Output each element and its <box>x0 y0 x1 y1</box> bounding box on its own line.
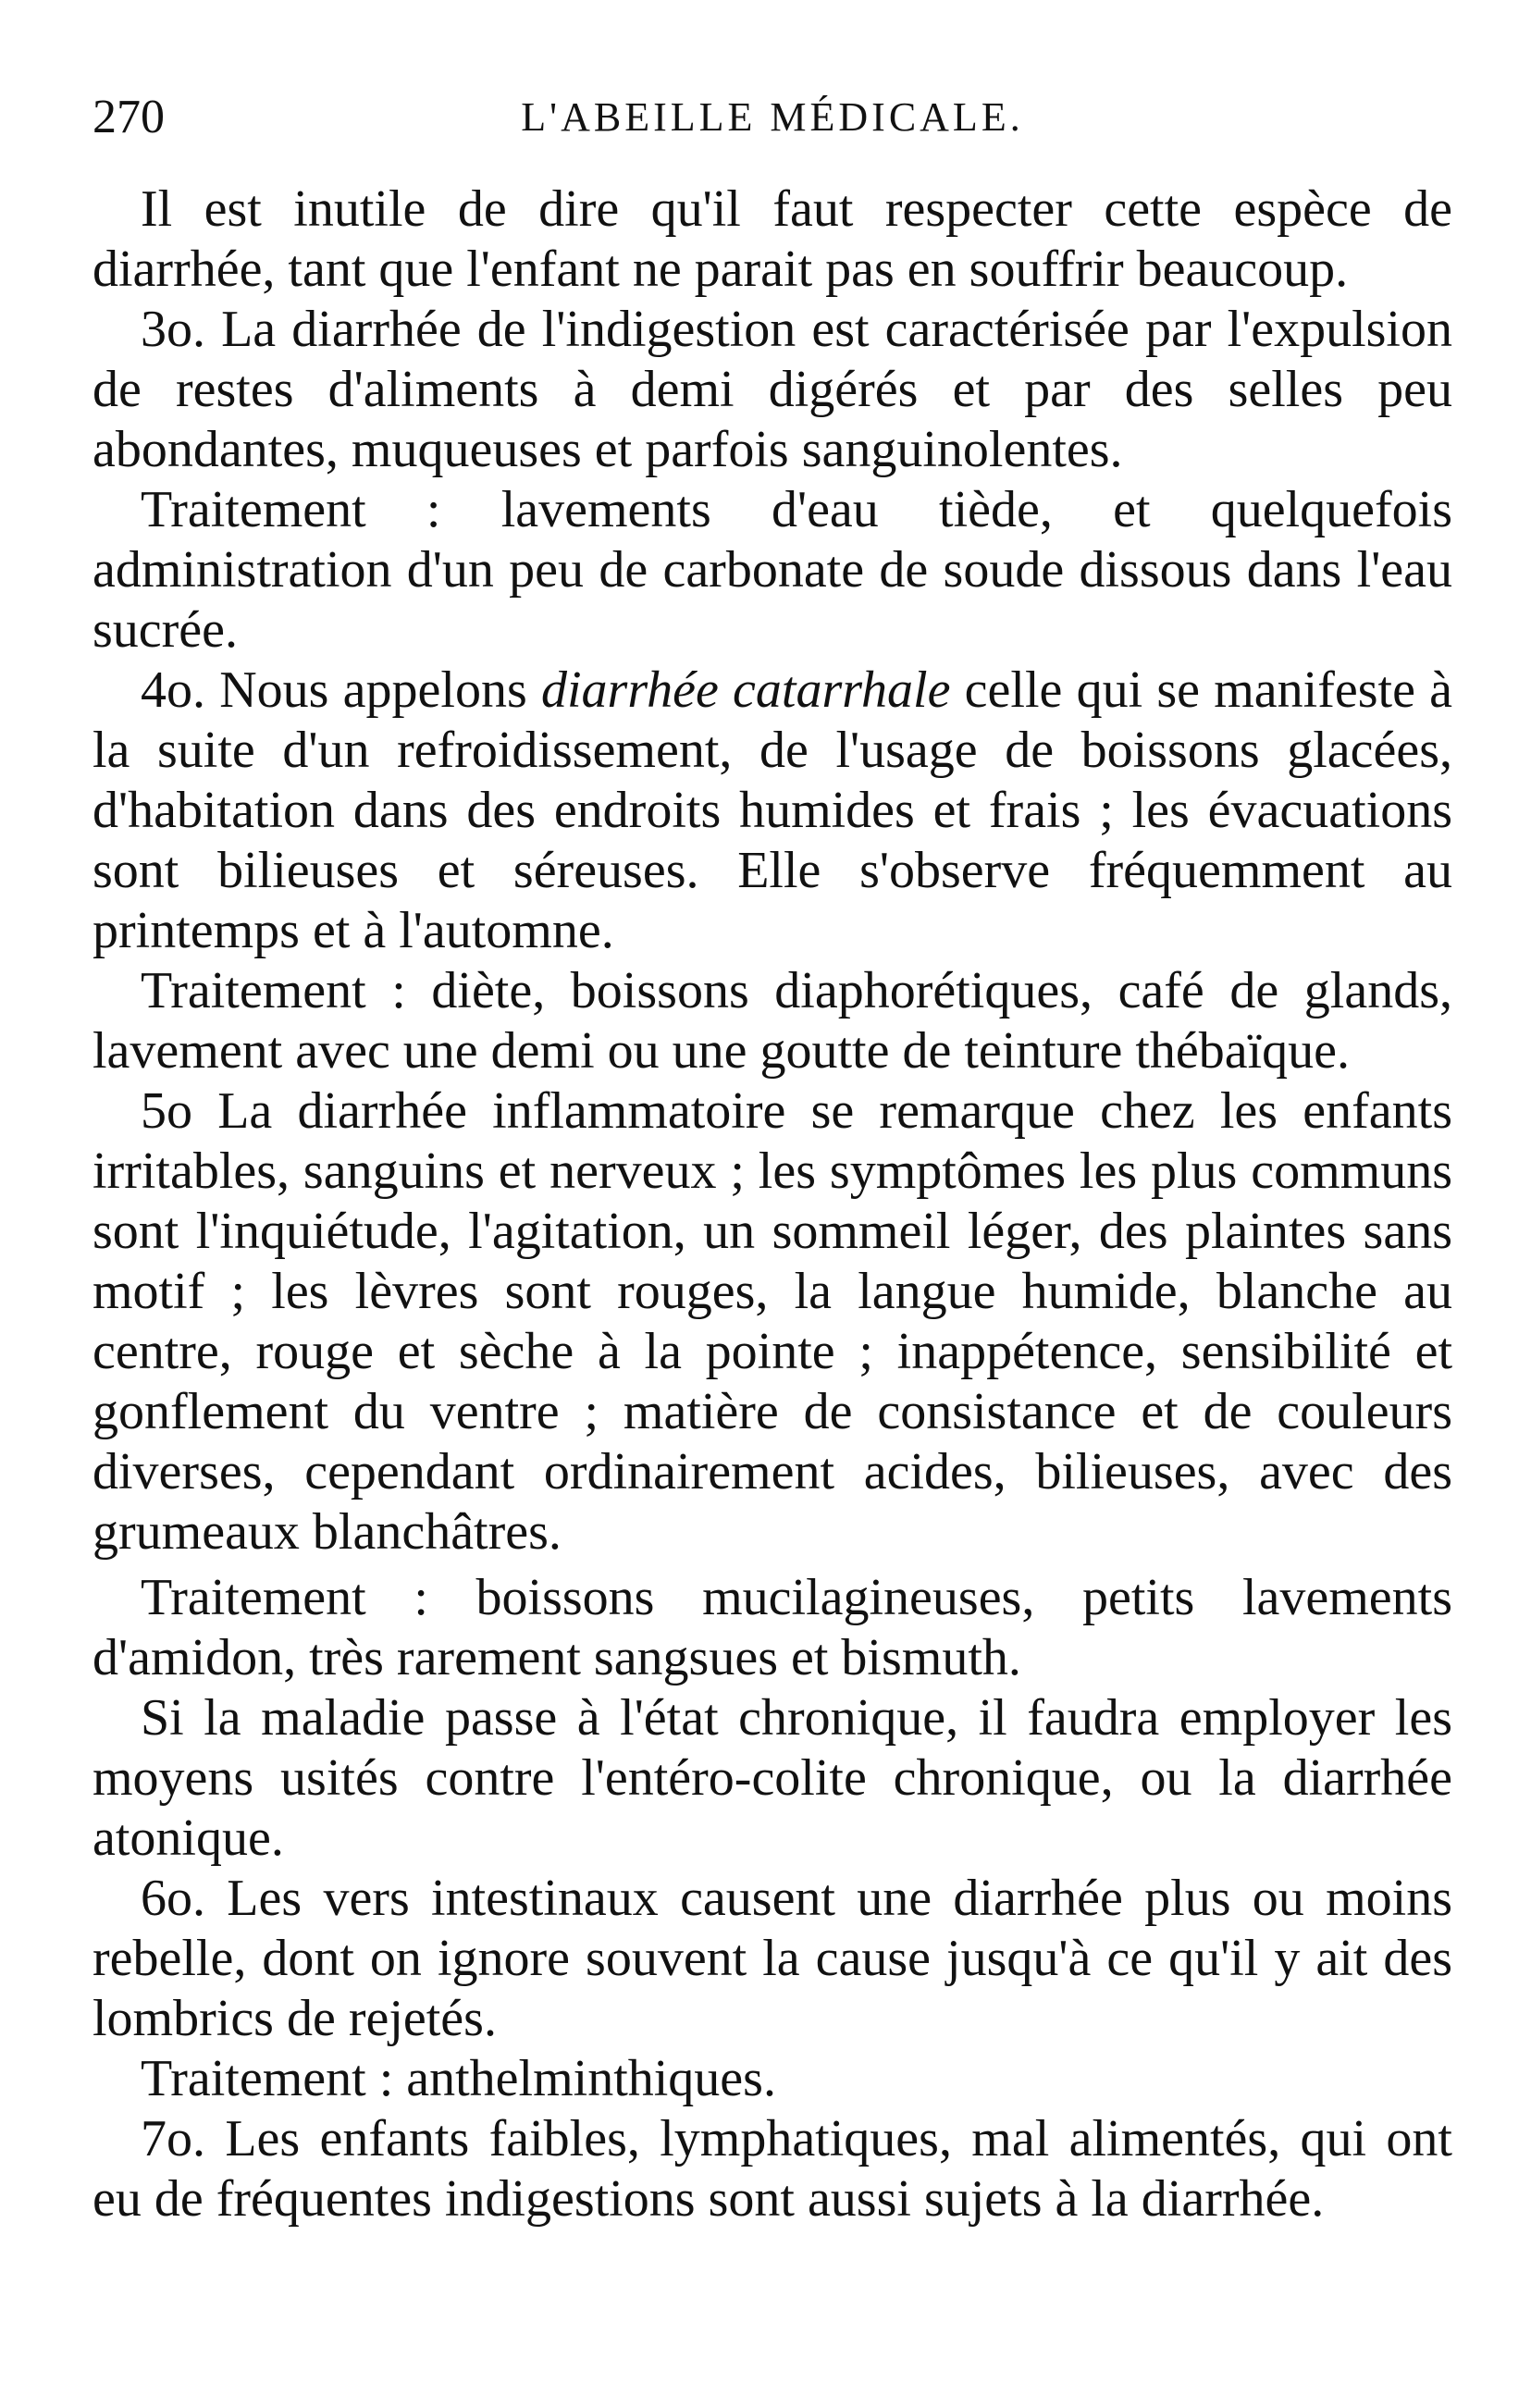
paragraph-catarrhal-start: 4o. Nous appelons <box>141 661 541 719</box>
paragraph-weak-children: 7o. Les enfants faibles, lymphatiques, mal alimentés, qui ont eu de fréquentes indigestions sont aussi sujets à la diarrhée. <box>93 2110 1452 2228</box>
paragraph-catarrhal-treatment: Traitement : diète, boissons diaphorétiques, café de glands, lavement avec une demi ou une goutte de teinture thébaïque. <box>93 962 1452 1080</box>
paragraph-catarrhal <box>93 661 1452 961</box>
paragraph-inflammatory-treatment: Traitement : boissons mucilagineuses, petits lavements d'amidon, très rarement sangsues et bismuth. <box>93 1569 1452 1686</box>
paragraph-indigestion-treatment: Traitement : lavements d'eau tiède, et quelquefois administration d'un peu de carbonate de soude dissous dans l'eau sucrée. <box>93 481 1452 659</box>
page-number: 270 <box>93 91 165 143</box>
paragraph-indigestion: 3o. La diarrhée de l'indigestion est caractérisée par l'expulsion de restes d'aliments à demi digérés et par des selles peu abondantes, muqueuses et parfois sanguinolentes. <box>93 301 1452 478</box>
paragraph-chronic: Si la maladie passe à l'état chronique, il faudra employer les moyens usités contre l'entéro-colite chronique, ou la diarrhée atonique. <box>93 1689 1452 1867</box>
book-page <box>93 85 1452 2229</box>
page-header <box>93 85 1452 150</box>
running-title: L'ABEILLE MÉDICALE. <box>521 94 1024 140</box>
paragraph-worms-treatment: Traitement : anthelminthiques. <box>141 2050 776 2107</box>
catarrhal-term: diarrhée catarrhale <box>540 661 951 719</box>
paragraph-intro: Il est inutile de dire qu'il faut respecter cette espèce de diarrhée, tant que l'enfant ne parait pas en souffrir beaucoup. <box>93 180 1452 298</box>
body-text <box>93 179 1452 2229</box>
paragraph-inflammatory: 5o La diarrhée inflammatoire se remarque chez les enfants irritables, sanguins et nerveux ; les symptômes les plus communs sont l'inquiétude, l'agitation, un sommeil léger, des plaintes sans motif ; les lèvres sont rouges, la langue humide, blanche au centre, rouge et sèche à la pointe ; inappétence, sensibilité et gonflement du ventre ; matière de consistance et de couleurs diverses, cependant ordinairement acides, bilieuses, avec des grumeaux blanchâtres. <box>93 1082 1452 1561</box>
paragraph-catarrhal-rest: celle qui se manifeste à la suite d'un refroidissement, de l'usage de boissons glacées, d'habitation dans des endroits humides et frais ; les évacuations sont bilieuses et séreuses. Elle s'observe fréquemment au printemps et à l'automne. <box>93 661 1453 959</box>
paragraph-worms: 6o. Les vers intestinaux causent une diarrhée plus ou moins rebelle, dont on ignore souvent la cause jusqu'à ce qu'il y ait des lombrics de rejetés. <box>93 1870 1452 2047</box>
